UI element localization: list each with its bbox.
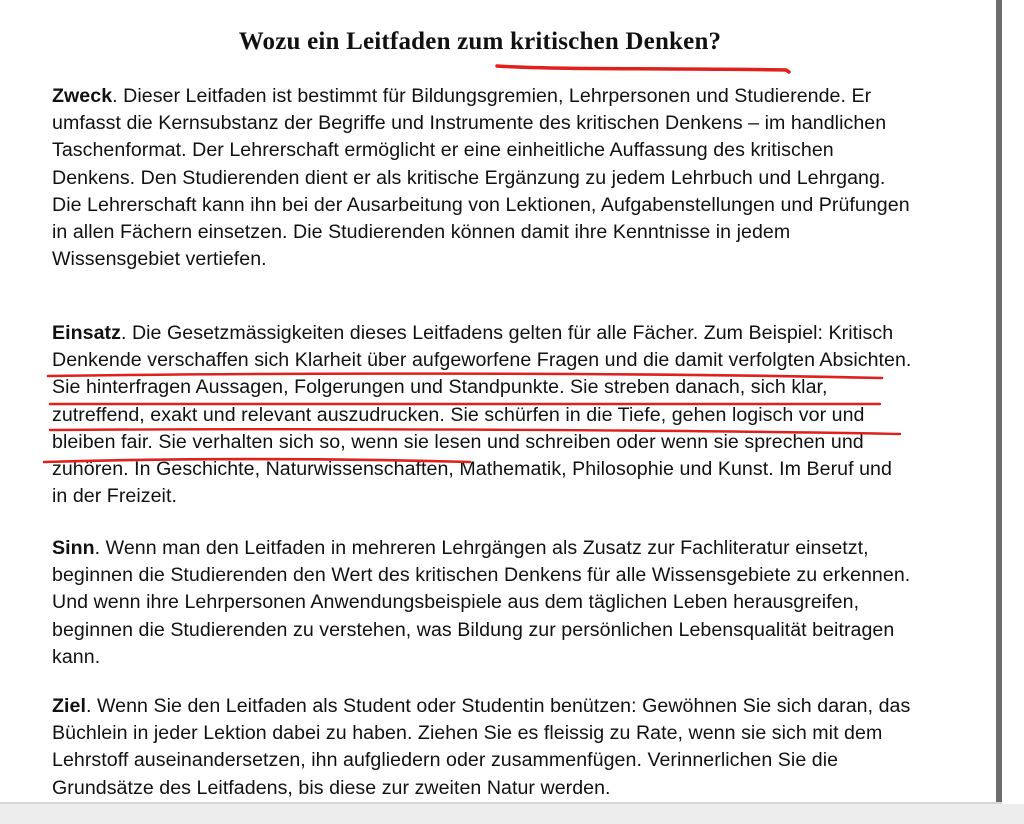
paragraph-heading: Sinn xyxy=(52,537,95,559)
paragraph-body: . Die Gesetzmässigkeiten dieses Leitfadens gelten für alle Fächer. Zum Beispiel: Kritisch Denkende verschaffen sich Klarheit über aufgeworfene Fragen und die damit verfolgten Absichten. Sie hinterfragen Aussagen, Folgerungen und Standpunkte. Sie streben danach, sich klar, zutreffend, exakt und relevant auszudrucken. Sie schürfen in die Tiefe, gehen logisch vor und bleiben fair. Sie verhalten sich so, wenn sie lesen und schreiben oder wenn sie sprechen und zuhören. In Geschichte, Naturwissenschaften, Mathematik, Philosophie und Kunst. Im Beruf und in der Freizeit. xyxy=(52,322,912,508)
paragraph-heading: Zweck xyxy=(52,85,113,107)
paragraph-sinn xyxy=(52,535,912,671)
title-underline xyxy=(497,66,789,72)
paragraph-body: . Wenn man den Leitfaden in mehreren Lehrgängen als Zusatz zur Fachliteratur einsetzt, beginnen die Studierenden den Wert des kritischen Denkens für alle Wissensgebiete zu erkennen. Und wenn ihre Lehrpersonen Anwendungsbeispiele aus dem täglichen Leben herausgreifen, beginnen die Studierenden zu verstehen, was Bildung zur persönlichen Lebensqualität beitragen kann. xyxy=(52,537,911,668)
paragraph-heading: Ziel xyxy=(52,695,86,717)
viewer-background xyxy=(0,804,1024,824)
paragraph-body: . Dieser Leitfaden ist bestimmt für Bildungsgremien, Lehrpersonen und Studierende. Er umfasst die Kernsubstanz der Begriffe und Instrumente des kritischen Denkens – im handlichen Taschenformat. Der Lehrerschaft ermöglicht er eine einheitliche Auffassung des kritischen Denkens. Den Studierenden dient er als kritische Ergänzung zu jedem Lehrbuch und Lehrgang. Die Lehrerschaft kann ihn bei der Ausarbeitung von Lektionen, Aufgabenstellungen und Prüfungen in allen Fächern einsetzen. Die Studierenden können damit ihre Kenntnisse in jedem Wissensgebiet vertiefen. xyxy=(52,85,910,271)
page-edge-rule xyxy=(996,0,1002,804)
paragraph-einsatz xyxy=(52,320,912,510)
paragraph-heading: Einsatz xyxy=(52,322,121,344)
paragraph-zweck xyxy=(52,83,912,273)
paragraph-body: . Wenn Sie den Leitfaden als Student oder Studentin benützen: Gewöhnen Sie sich daran, das Büchlein in jeder Lektion dabei zu haben. Ziehen Sie es fleissig zu Rate, wenn sie sich mit dem Lehrstoff auseinandersetzen, ihn aufgliedern oder zusammenfügen. Verinnerlichen Sie die Grundsätze des Leitfadens, bis diese zur zweiten Natur werden. xyxy=(52,695,911,799)
page-title: Wozu ein Leitfaden zum kritischen Denken? xyxy=(238,28,722,55)
paragraph-ziel xyxy=(52,693,912,802)
